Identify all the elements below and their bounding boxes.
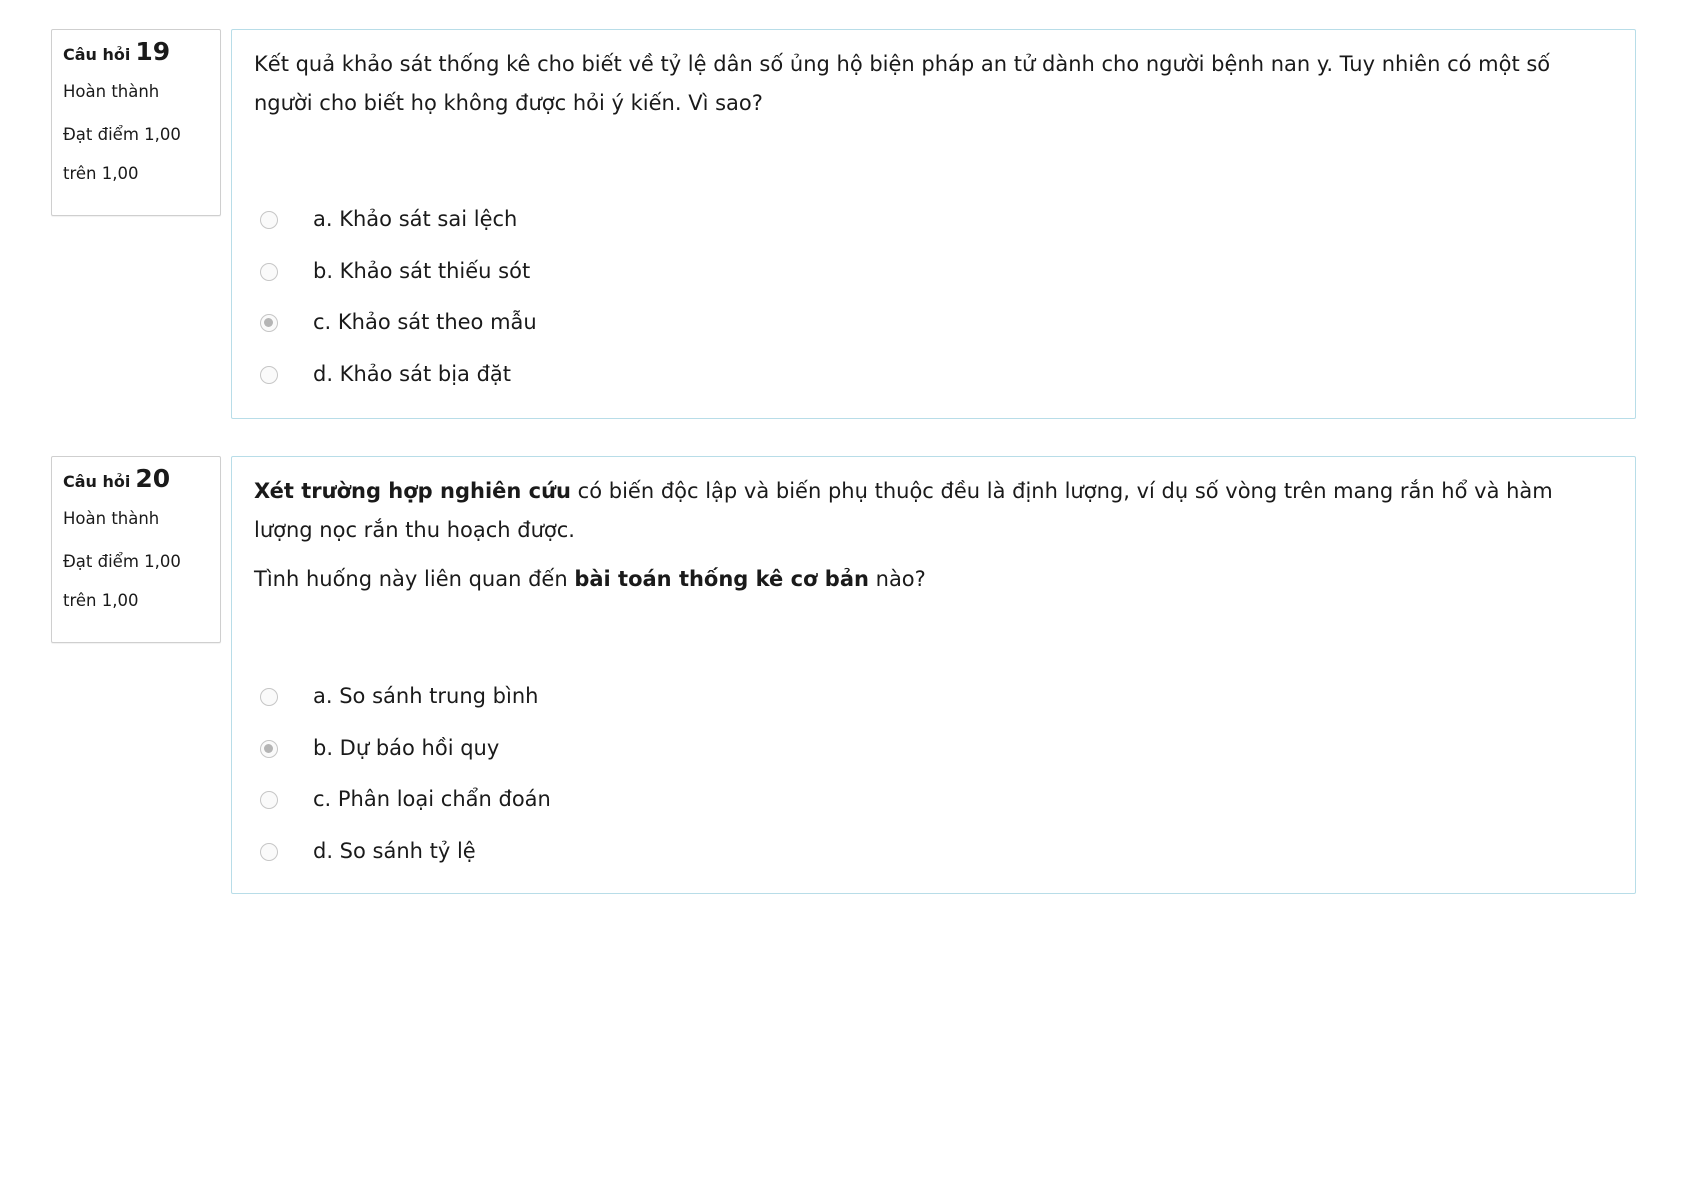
question-info	[51, 456, 221, 643]
question-emphasis: bài toán thống kê cơ bản	[574, 567, 869, 591]
answer-label: a. So sánh trung bình	[313, 684, 539, 708]
question-state: Hoàn thành	[63, 82, 160, 101]
radio-button[interactable]	[260, 366, 278, 384]
question-number	[63, 465, 209, 503]
answer-list	[260, 678, 551, 884]
radio-button[interactable]	[260, 211, 278, 229]
question-text-part: có biến độc lập và biến phụ thuộc đều là định lượng, ví dụ số vòng trên mang rắn hổ và hàm lượng nọc rắn thu hoạch được.	[254, 479, 1553, 542]
question-text-part: nào?	[868, 567, 926, 591]
radio-button[interactable]	[260, 843, 278, 861]
answer-list	[260, 201, 537, 407]
question-20	[51, 456, 1636, 894]
question-number	[63, 38, 209, 76]
question-text-part: Tình huống này liên quan đến	[254, 567, 575, 591]
question-text	[254, 472, 1613, 599]
question-label: Câu hỏi	[63, 472, 131, 491]
answer-option-d[interactable]	[260, 833, 551, 885]
radio-button[interactable]	[260, 263, 278, 281]
question-label: Câu hỏi	[63, 45, 131, 64]
question-paragraph-1	[254, 472, 1613, 550]
answer-option-c[interactable]	[260, 781, 551, 833]
answer-option-b[interactable]	[260, 730, 551, 782]
answer-label: c. Phân loại chẩn đoán	[313, 787, 551, 811]
answer-option-a[interactable]	[260, 678, 551, 730]
radio-button-selected[interactable]	[260, 740, 278, 758]
answer-label: d. So sánh tỷ lệ	[313, 838, 476, 863]
radio-button[interactable]	[260, 688, 278, 706]
question-emphasis: Xét trường hợp nghiên cứu	[254, 479, 571, 503]
answer-label: c. Khảo sát theo mẫu	[313, 310, 537, 334]
question-paragraph: Kết quả khảo sát thống kê cho biết về tỷ lệ dân số ủng hộ biện pháp an tử dành cho người bệnh nan y. Tuy nhiên có một số người cho biết họ không được hỏi ý kiến. Vì sao?	[254, 52, 1551, 115]
question-state: Hoàn thành	[63, 509, 160, 528]
radio-button-selected[interactable]	[260, 314, 278, 332]
question-number-value: 20	[135, 464, 171, 493]
question-grade: Đạt điểm 1,00 trên 1,00	[63, 552, 181, 610]
answer-label: a. Khảo sát sai lệch	[313, 207, 518, 231]
question-content	[231, 29, 1636, 419]
question-grade: Đạt điểm 1,00 trên 1,00	[63, 125, 181, 183]
answer-option-a[interactable]	[260, 201, 537, 253]
radio-button[interactable]	[260, 791, 278, 809]
answer-option-b[interactable]	[260, 253, 537, 305]
answer-label: d. Khảo sát bịa đặt	[313, 361, 512, 386]
question-content	[231, 456, 1636, 894]
answer-option-c[interactable]	[260, 304, 537, 356]
question-text	[254, 45, 1613, 123]
answer-label: b. Dự báo hồi quy	[313, 735, 500, 760]
question-info	[51, 29, 221, 216]
question-paragraph-2	[254, 560, 1613, 599]
question-19	[51, 29, 1636, 419]
answer-option-d[interactable]	[260, 356, 537, 408]
question-number-value: 19	[135, 37, 171, 66]
answer-label: b. Khảo sát thiếu sót	[313, 258, 531, 283]
